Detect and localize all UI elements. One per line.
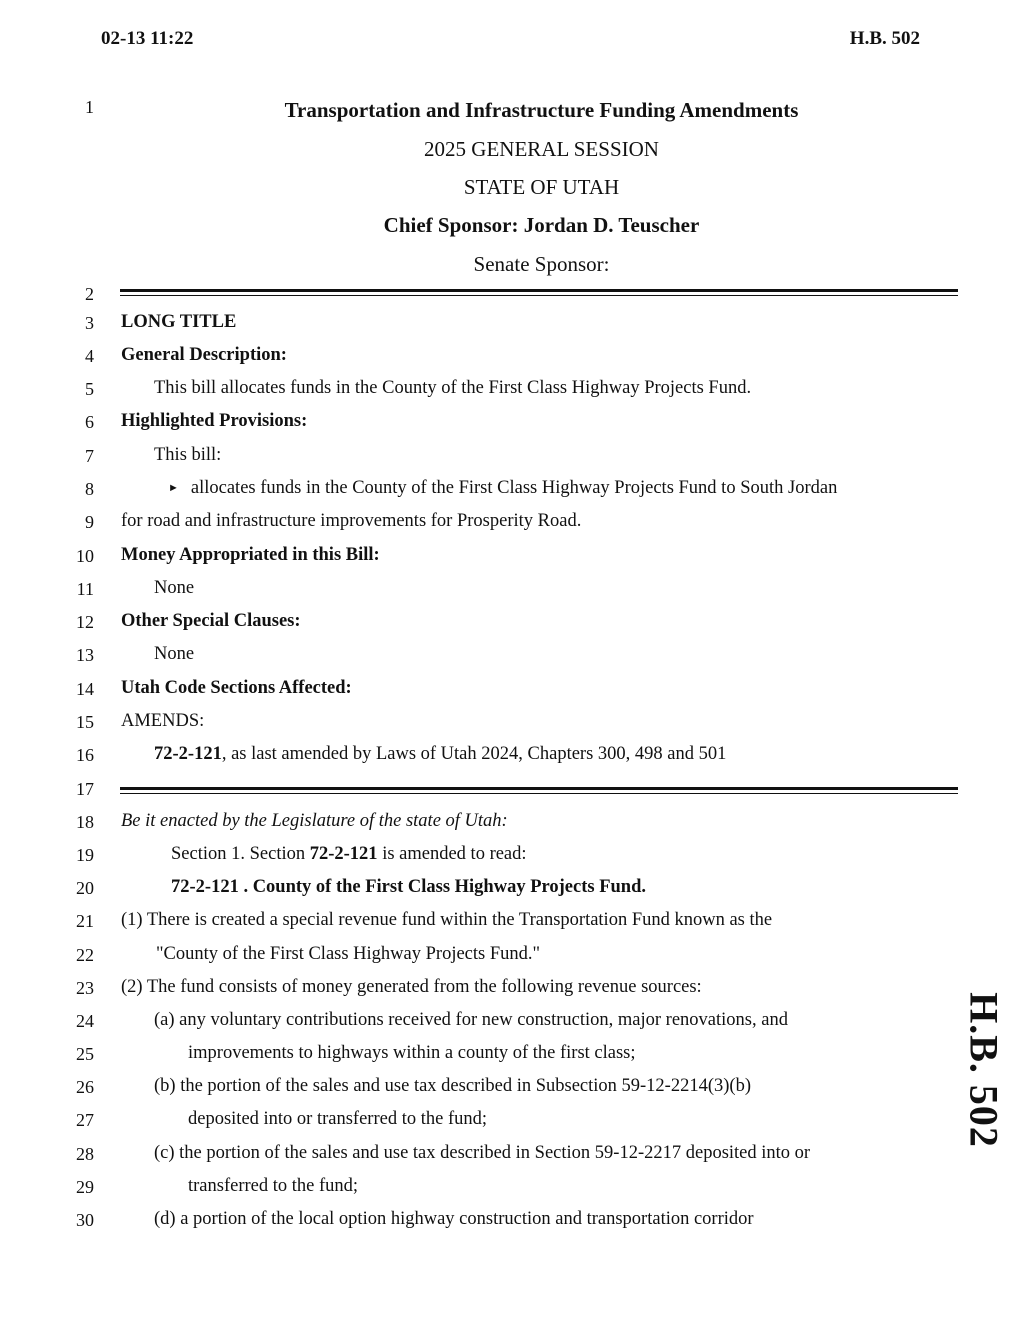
- subsection-2a: (a) any voluntary contributions received for new construction, major renovations, and: [154, 1010, 788, 1030]
- line-number: 25: [76, 1044, 94, 1064]
- amends-text: , as last amended by Laws of Utah 2024, Chapters 300, 498 and 501: [221, 744, 727, 764]
- subsection-1-cont: "County of the First Class Highway Projects Fund.": [156, 944, 541, 964]
- amends-code: 72-2-121: [154, 744, 222, 764]
- line-number: 9: [85, 512, 94, 532]
- chief-sponsor: Chief Sponsor: Jordan D. Teuscher: [383, 213, 700, 237]
- line-number: 13: [76, 645, 94, 665]
- this-bill-text: This bill:: [154, 445, 222, 465]
- line-number: 11: [76, 579, 94, 599]
- provision-text: allocates funds in the County of the First Class Highway Projects Fund to South Jordan: [190, 478, 838, 498]
- line-number: 30: [76, 1210, 94, 1230]
- bill-title: Transportation and Infrastructure Funding Amendments: [284, 98, 799, 122]
- description-text: This bill allocates funds in the County of the First Class Highway Projects Fund.: [154, 378, 752, 398]
- subsection-2c-cont: transferred to the fund;: [188, 1176, 359, 1196]
- double-rule-bottom: [120, 787, 958, 794]
- line-number: 29: [76, 1177, 94, 1197]
- section-prefix: Section 1. Section: [171, 844, 310, 864]
- line-number: 24: [76, 1011, 94, 1031]
- other-clauses-heading: Other Special Clauses:: [121, 611, 301, 631]
- senate-sponsor: Senate Sponsor:: [473, 252, 610, 276]
- line-number: 16: [76, 745, 94, 765]
- subsection-2: (2) The fund consists of money generated from the following revenue sources:: [121, 977, 702, 997]
- section-heading: 72-2-121 . County of the First Class Highway Projects Fund.: [171, 877, 646, 897]
- amends-entry: [154, 744, 726, 765]
- line-number: 28: [76, 1144, 94, 1164]
- line-number: 23: [76, 978, 94, 998]
- other-none: None: [154, 644, 195, 664]
- triangle-bullet-icon: ►: [168, 482, 179, 494]
- line-number: 8: [85, 479, 94, 499]
- amends-label: AMENDS:: [121, 711, 205, 731]
- line-number: 6: [85, 412, 94, 432]
- line-number: 20: [76, 878, 94, 898]
- subsection-2a-cont: improvements to highways within a county of the first class;: [188, 1043, 636, 1063]
- double-rule-top: [120, 289, 958, 296]
- line-number: 3: [85, 313, 94, 333]
- highlighted-provisions-heading: Highlighted Provisions:: [121, 411, 308, 431]
- line-number: 21: [76, 911, 94, 931]
- enacting-clause: Be it enacted by the Legislature of the state of Utah:: [121, 811, 508, 831]
- section-suffix: is amended to read:: [377, 844, 527, 864]
- line-number: 5: [85, 379, 94, 399]
- subsection-2b: (b) the portion of the sales and use tax described in Subsection 59-12-2214(3)(b): [154, 1076, 751, 1096]
- line-number: 18: [76, 812, 94, 832]
- session-label: 2025 GENERAL SESSION: [424, 137, 659, 161]
- money-none: None: [154, 578, 195, 598]
- line-number: 1: [85, 97, 94, 117]
- general-description-heading: General Description:: [121, 345, 287, 365]
- line-number: 10: [76, 546, 94, 566]
- line-number: 2: [85, 284, 94, 304]
- side-bill-label: H.B. 502: [961, 992, 1007, 1148]
- line-number: 17: [76, 779, 94, 799]
- line-number: 26: [76, 1077, 94, 1097]
- line-number: 12: [76, 612, 94, 632]
- code-sections-heading: Utah Code Sections Affected:: [121, 678, 352, 698]
- line-number: 14: [76, 679, 94, 699]
- subsection-2b-cont: deposited into or transferred to the fund;: [188, 1109, 487, 1129]
- provision-text-cont: for road and infrastructure improvements for Prosperity Road.: [121, 511, 582, 531]
- line-number: 22: [76, 945, 94, 965]
- section-intro: [171, 844, 527, 865]
- state-label: STATE OF UTAH: [463, 175, 620, 199]
- money-appropriated-heading: Money Appropriated in this Bill:: [121, 545, 380, 565]
- header-bill-number: H.B. 502: [849, 28, 920, 49]
- subsection-2d: (d) a portion of the local option highway construction and transportation corridor: [154, 1209, 754, 1229]
- line-number: 27: [76, 1110, 94, 1130]
- section-code: 72-2-121: [309, 844, 378, 864]
- line-number: 19: [76, 845, 94, 865]
- long-title-heading: LONG TITLE: [121, 312, 237, 332]
- subsection-2c: (c) the portion of the sales and use tax described in Section 59-12-2217 deposited into or: [154, 1143, 811, 1163]
- provision-bullet: [168, 478, 837, 499]
- line-number: 7: [85, 446, 94, 466]
- subsection-1: (1) There is created a special revenue fund within the Transportation Fund known as the: [121, 910, 773, 930]
- header-timestamp: 02-13 11:22: [101, 28, 194, 49]
- line-number: 15: [76, 712, 94, 732]
- line-number: 4: [85, 346, 94, 366]
